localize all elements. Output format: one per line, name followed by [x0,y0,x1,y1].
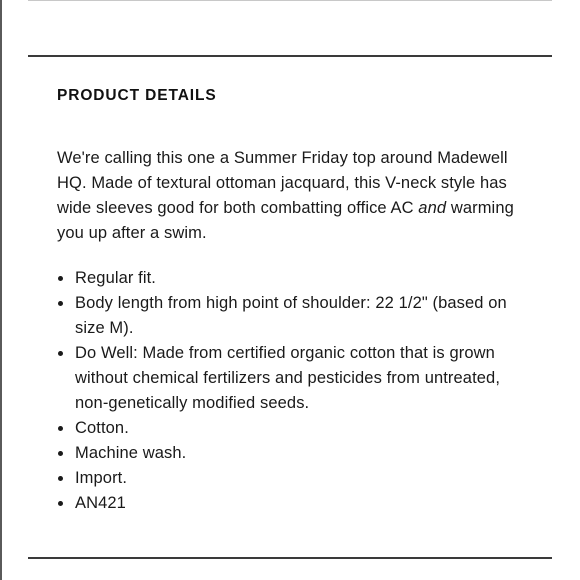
list-item [57,491,527,516]
section-heading: PRODUCT DETAILS [57,87,217,104]
page-left-border [0,0,2,580]
section-divider-bottom [28,557,552,559]
list-item-text: Machine wash. [75,444,187,462]
list-item-text: AN421 [75,494,126,512]
list-item [57,341,527,416]
description-italic-text: and [418,199,447,217]
top-divider [28,0,552,1]
bullet-icon [58,426,63,431]
bullet-icon [58,476,63,481]
bullet-icon [58,501,63,506]
product-description [57,146,527,246]
bullet-icon [58,351,63,356]
product-details-section [57,86,527,516]
bullet-icon [58,451,63,456]
description-text-end: warming you up after a swim. [57,199,514,242]
list-item-text: Regular fit. [75,269,156,287]
list-item [57,291,527,341]
list-item [57,466,527,491]
description-text-start: We're calling this one a Summer Friday top around Madewell HQ. Made of textural ottoman jacquard, this V-neck style has wide sleeves good for both combatting office AC [57,149,508,217]
bullet-icon [58,301,63,306]
list-item-text: Import. [75,469,128,487]
list-item [57,441,527,466]
section-divider-top [28,55,552,57]
details-list [57,266,527,516]
bullet-icon [58,276,63,281]
list-item [57,416,527,441]
list-item [57,266,527,291]
list-item-text: Do Well: Made from certified organic cotton that is grown without chemical fertilizers and pesticides from untreated, non-genetically modified seeds. [75,344,501,412]
list-item-text: Cotton. [75,419,129,437]
list-item-text: Body length from high point of shoulder: 22 1/2" (based on size M). [75,294,507,337]
